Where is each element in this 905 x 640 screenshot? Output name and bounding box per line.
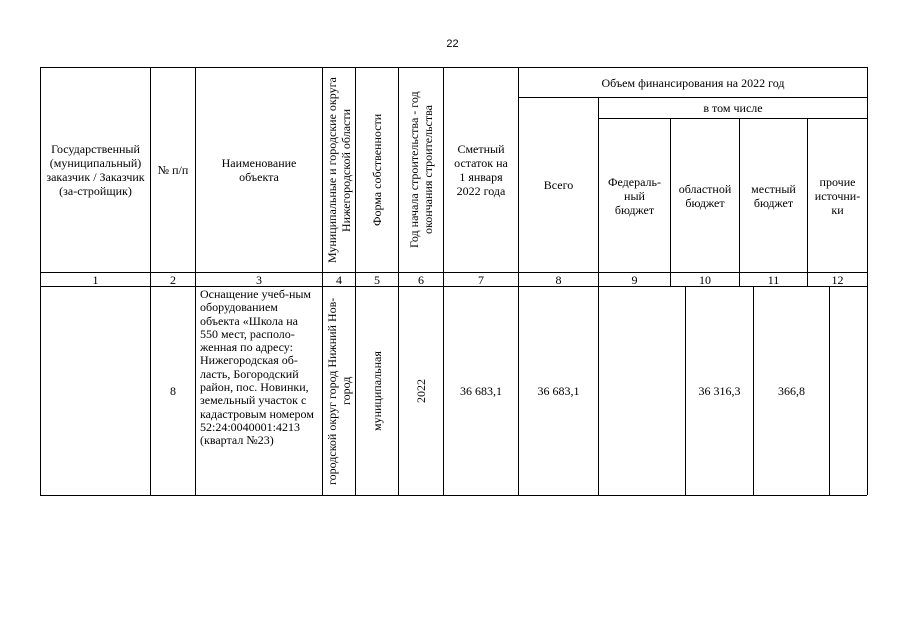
- col-number-5: 5: [374, 272, 380, 287]
- row-local: 366,8: [778, 384, 805, 398]
- row-ownership: муниципальная: [370, 351, 384, 431]
- row-regional: 36 316,3: [698, 384, 741, 398]
- col-number-1: 1: [92, 272, 99, 287]
- page-number: 22: [446, 38, 459, 50]
- header-financing-title: Объем финансирования на 2022 год: [601, 75, 785, 90]
- col-number-7: 7: [478, 272, 484, 287]
- row-municipality: городской округ город Нижний Нов-город: [325, 297, 353, 485]
- header-ownership: Форма собственности: [370, 113, 384, 227]
- header-municipality: Муниципальные и городские округа Нижегородской области: [325, 77, 353, 263]
- col-number-11: 11: [767, 272, 780, 287]
- header-total: Всего: [543, 178, 574, 192]
- col-number-6: 6: [418, 272, 424, 287]
- col-number-10: 10: [699, 272, 711, 287]
- header-years: Год начала строительства - год окончания строительства: [407, 91, 435, 249]
- row-federal: [599, 287, 685, 495]
- col-number-3: 3: [256, 272, 262, 287]
- header-customer: Государственный (муниципальный) заказчик / Заказчик (за-стройщик): [46, 142, 145, 198]
- row-total: 36 683,1: [537, 384, 580, 398]
- table-border-bottom: [40, 495, 867, 496]
- row-num: 8: [170, 384, 176, 398]
- header-federal: Федераль-ный бюджет: [608, 174, 661, 217]
- row-other: [830, 287, 867, 495]
- header-remainder: Сметный остаток на 1 января 2022 года: [454, 142, 508, 198]
- border-right: [867, 67, 868, 495]
- header-other: прочие источни-ки: [814, 174, 861, 217]
- col-number-2: 2: [170, 272, 176, 287]
- header-including: в том числе: [703, 101, 763, 115]
- row-object-name: Оснащение учеб-ным оборудованием объекта «Школа на 550 мест, располо-женная по адресу: Нижегородская об-ласть, Богородский район, пос. Новинки, земельный участок с кадастровым номером 52:24:0040001:4213 (квартал №23): [200, 287, 314, 448]
- col-number-9: 9: [631, 272, 638, 287]
- header-num: № п/п: [157, 163, 189, 177]
- header-object-name: Наименование объекта: [221, 156, 297, 184]
- row-customer: [41, 287, 150, 495]
- header-local: местный бюджет: [751, 181, 796, 210]
- col-number-8: 8: [555, 272, 562, 287]
- row-remainder: 36 683,1: [460, 384, 502, 398]
- col-number-12: 12: [831, 272, 844, 287]
- col-number-4: 4: [336, 272, 342, 287]
- row-years: 2022: [414, 379, 428, 403]
- header-regional: областной бюджет: [678, 181, 732, 210]
